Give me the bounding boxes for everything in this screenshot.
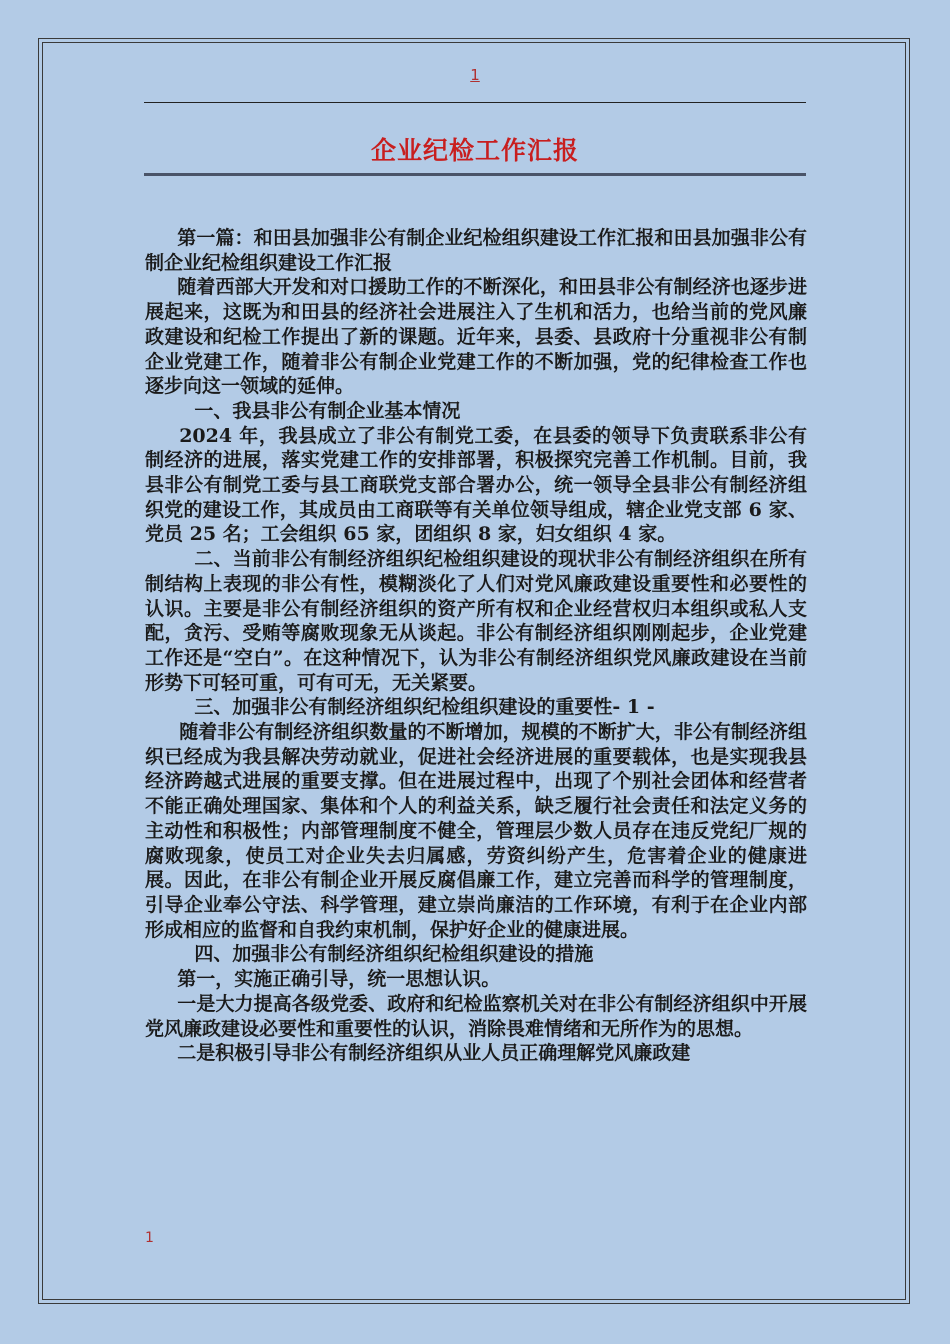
paragraph-point-1: 一是大力提高各级党委、政府和纪检监察机关对在非公有制经济组织中开展党风廉政建设必要性和重要性的认识，消除畏难情绪和无所作为的思想。 xyxy=(145,992,807,1040)
paragraph-point-2: 二是积极引导非公有制经济组织从业人员正确理解党风廉政建 xyxy=(177,1042,691,1065)
document-title: 企业纪检工作汇报 xyxy=(370,136,579,165)
paragraph-section-1: 2024 年，我县成立了非公有制党工委，在县委的领导下负责联系非公有制经济的进展，落实党建工作的安排部署，积极探究完善工作机制。目前，我县非公有制党工委与县工商联党支部合署办公，统一领导全县非公有制经济组织党的建设工作，其成员由工商联等有关单位领导组成，辖企业党支部 6 家、党员 25 名；工会组织 65 家，团组织 8 家，妇女组织 4 家。 xyxy=(145,424,807,546)
header-rule xyxy=(144,102,806,103)
section-heading-1: 一、我县非公有制企业基本情况 xyxy=(194,399,461,422)
subheading-first: 第一，实施正确引导，统一思想认识。 xyxy=(177,968,501,991)
header-page-number: 1 xyxy=(470,66,480,84)
paragraph-chapter-heading: 第一篇：和田县加强非公有制企业纪检组织建设工作汇报和田县加强非公有制企业纪检组织建设工作汇报 xyxy=(145,227,807,274)
section-heading-2: 二、当前非公有制经济组织纪检组织建设的现状非公有制经济组织在所有制结构上表现的非公有性，模糊淡化了人们对党风廉政建设重要性和必要性的认识。主要是非公有制经济组织的资产所有权和企业经营权归本组织或私人支配，贪污、受贿等腐败现象无从谈起。非公有制经济组织刚刚起步，企业党建工作还是“空白”。在这种情况下，认为非公有制经济组织党风廉政建设在当前形势下可轻可重，可有可无，无关紧要。 xyxy=(145,548,807,694)
section-heading-3: 三、加强非公有制经济组织纪检组织建设的重要性- 1 - xyxy=(194,696,655,719)
section-heading-4: 四、加强非公有制经济组织纪检组织建设的措施 xyxy=(194,943,594,966)
footer-page-number: 1 xyxy=(145,1230,154,1246)
document-body xyxy=(145,226,807,1066)
paragraph-intro: 随着西部大开发和对口援助工作的不断深化，和田县非公有制经济也逐步进展起来，这既为和田县的经济社会进展注入了生机和活力，也给当前的党风廉政建设和纪检工作提出了新的课题。近年来，县委、县政府十分重视非公有制企业党建工作，随着非公有制企业党建工作的不断加强，党的纪律检查工作也逐步向这一领域的延伸。 xyxy=(145,276,807,398)
paragraph-section-3: 随着非公有制经济组织数量的不断增加，规模的不断扩大，非公有制经济组织已经成为我县解决劳动就业，促进社会经济进展的重要载体，也是实现我县经济跨越式进展的重要支撑。但在进展过程中，出现了个别社会团体和经营者不能正确处理国家、集体和个人的利益关系，缺乏履行社会责任和法定义务的主动性和积极性；内部管理制度不健全，管理层少数人员存在违反党纪厂规的腐败现象，使员工对企业失去归属感，劳资纠纷产生，危害着企业的健康进展。因此，在非公有制企业开展反腐倡廉工作，建立完善而科学的管理制度，引导企业奉公守法、科学管理，建立崇尚廉洁的工作环境，有利于在企业内部形成相应的监督和自我约束机制，保护好企业的健康进展。 xyxy=(145,721,807,941)
title-rule xyxy=(144,173,806,176)
